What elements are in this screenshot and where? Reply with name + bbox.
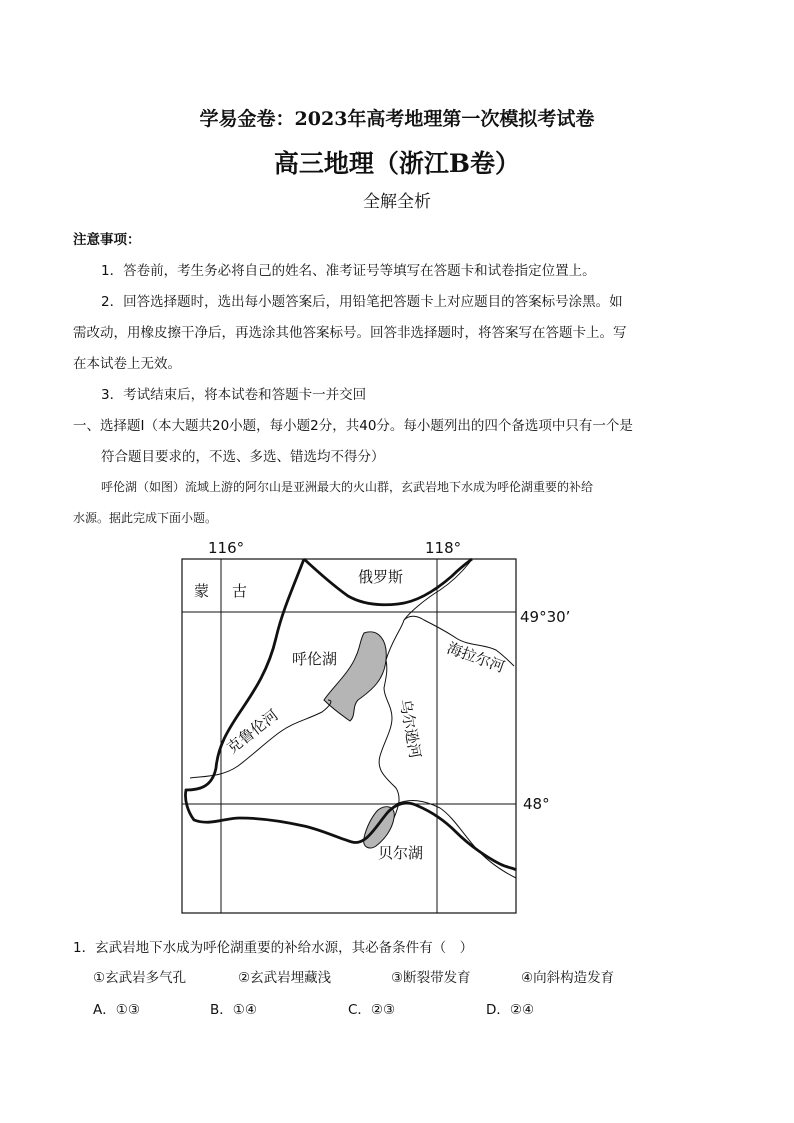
statement-4: ④向斜构造发育 [521, 970, 615, 986]
statement-2: ②玄武岩埋藏浅 [238, 970, 332, 986]
choice-a: A．①③ [93, 1002, 140, 1018]
lower-river-line [396, 801, 516, 878]
statement-1: ①玄武岩多气孔 [93, 970, 187, 986]
statement-3: ③断裂带发育 [391, 970, 471, 986]
label-russia: 俄罗斯 [358, 568, 404, 586]
note-2-line-2: 需改动，用橡皮擦干净后，再选涂其他答案标号。回答非选择题时，将答案写在答题卡上。写 [73, 325, 627, 341]
label-kerulen-river: 克鲁伦河 [223, 706, 282, 758]
label-orshun-river: 乌尔逊河 [396, 697, 425, 760]
label-hailar-river: 海拉尔河 [444, 638, 508, 677]
label-buir-lake: 贝尔湖 [378, 844, 424, 862]
buir-lake-shape [364, 807, 395, 848]
label-lat-48: 48° [523, 795, 550, 813]
question-1-stem: 1．玄武岩地下水成为呼伦湖重要的补给水源，其必备条件有（ ） [73, 940, 474, 956]
exam-subtitle: 高三地理（浙江B卷） [273, 149, 521, 178]
note-2-line-3: 在本试卷上无效。 [73, 356, 181, 372]
hulun-lake-shape [324, 632, 386, 721]
label-lat-49-30: 49°30’ [520, 608, 571, 626]
notes-heading: 注意事项： [73, 232, 141, 248]
label-lon-118: 118° [425, 539, 462, 557]
orshun-river-line [379, 660, 399, 818]
section-heading-line-2: 符合题目要求的，不选、多选、错选均不得分） [101, 449, 385, 465]
note-3: 3．考试结束后，将本试卷和答题卡一并交回 [101, 387, 367, 403]
kerulen-river-line [190, 700, 331, 778]
note-2-line-1: 2．回答选择题时，选出每小题答案后，用铅笔把答题卡上对应题目的答案标号涂黑。如 [101, 294, 623, 310]
choice-c: C．②③ [348, 1002, 396, 1018]
label-mongolia-1: 蒙 [194, 582, 210, 600]
intro-line-1: 呼伦湖（如图）流域上游的阿尔山是亚洲最大的火山群，玄武岩地下水成为呼伦湖重要的补给 [101, 480, 594, 494]
choice-d: D．②④ [486, 1002, 535, 1018]
analysis-label: 全解全析 [363, 192, 431, 212]
choice-b: B．①④ [210, 1002, 257, 1018]
section-heading-line-1: 一、选择题Ⅰ（本大题共20小题，每小题2分，共40分。每小题列出的四个备选项中只有一个是 [73, 418, 633, 434]
exam-title: 学易金卷：2023年高考地理第一次模拟考试卷 [199, 108, 595, 130]
label-lon-116: 116° [208, 539, 245, 557]
intro-line-2: 水源。据此完成下面小题。 [73, 511, 218, 525]
label-hulun-lake: 呼伦湖 [292, 650, 338, 668]
note-1: 1．答卷前，考生务必将自己的姓名、准考证号等填写在答题卡和试卷指定位置上。 [101, 263, 596, 279]
label-mongolia-2: 古 [232, 582, 248, 600]
